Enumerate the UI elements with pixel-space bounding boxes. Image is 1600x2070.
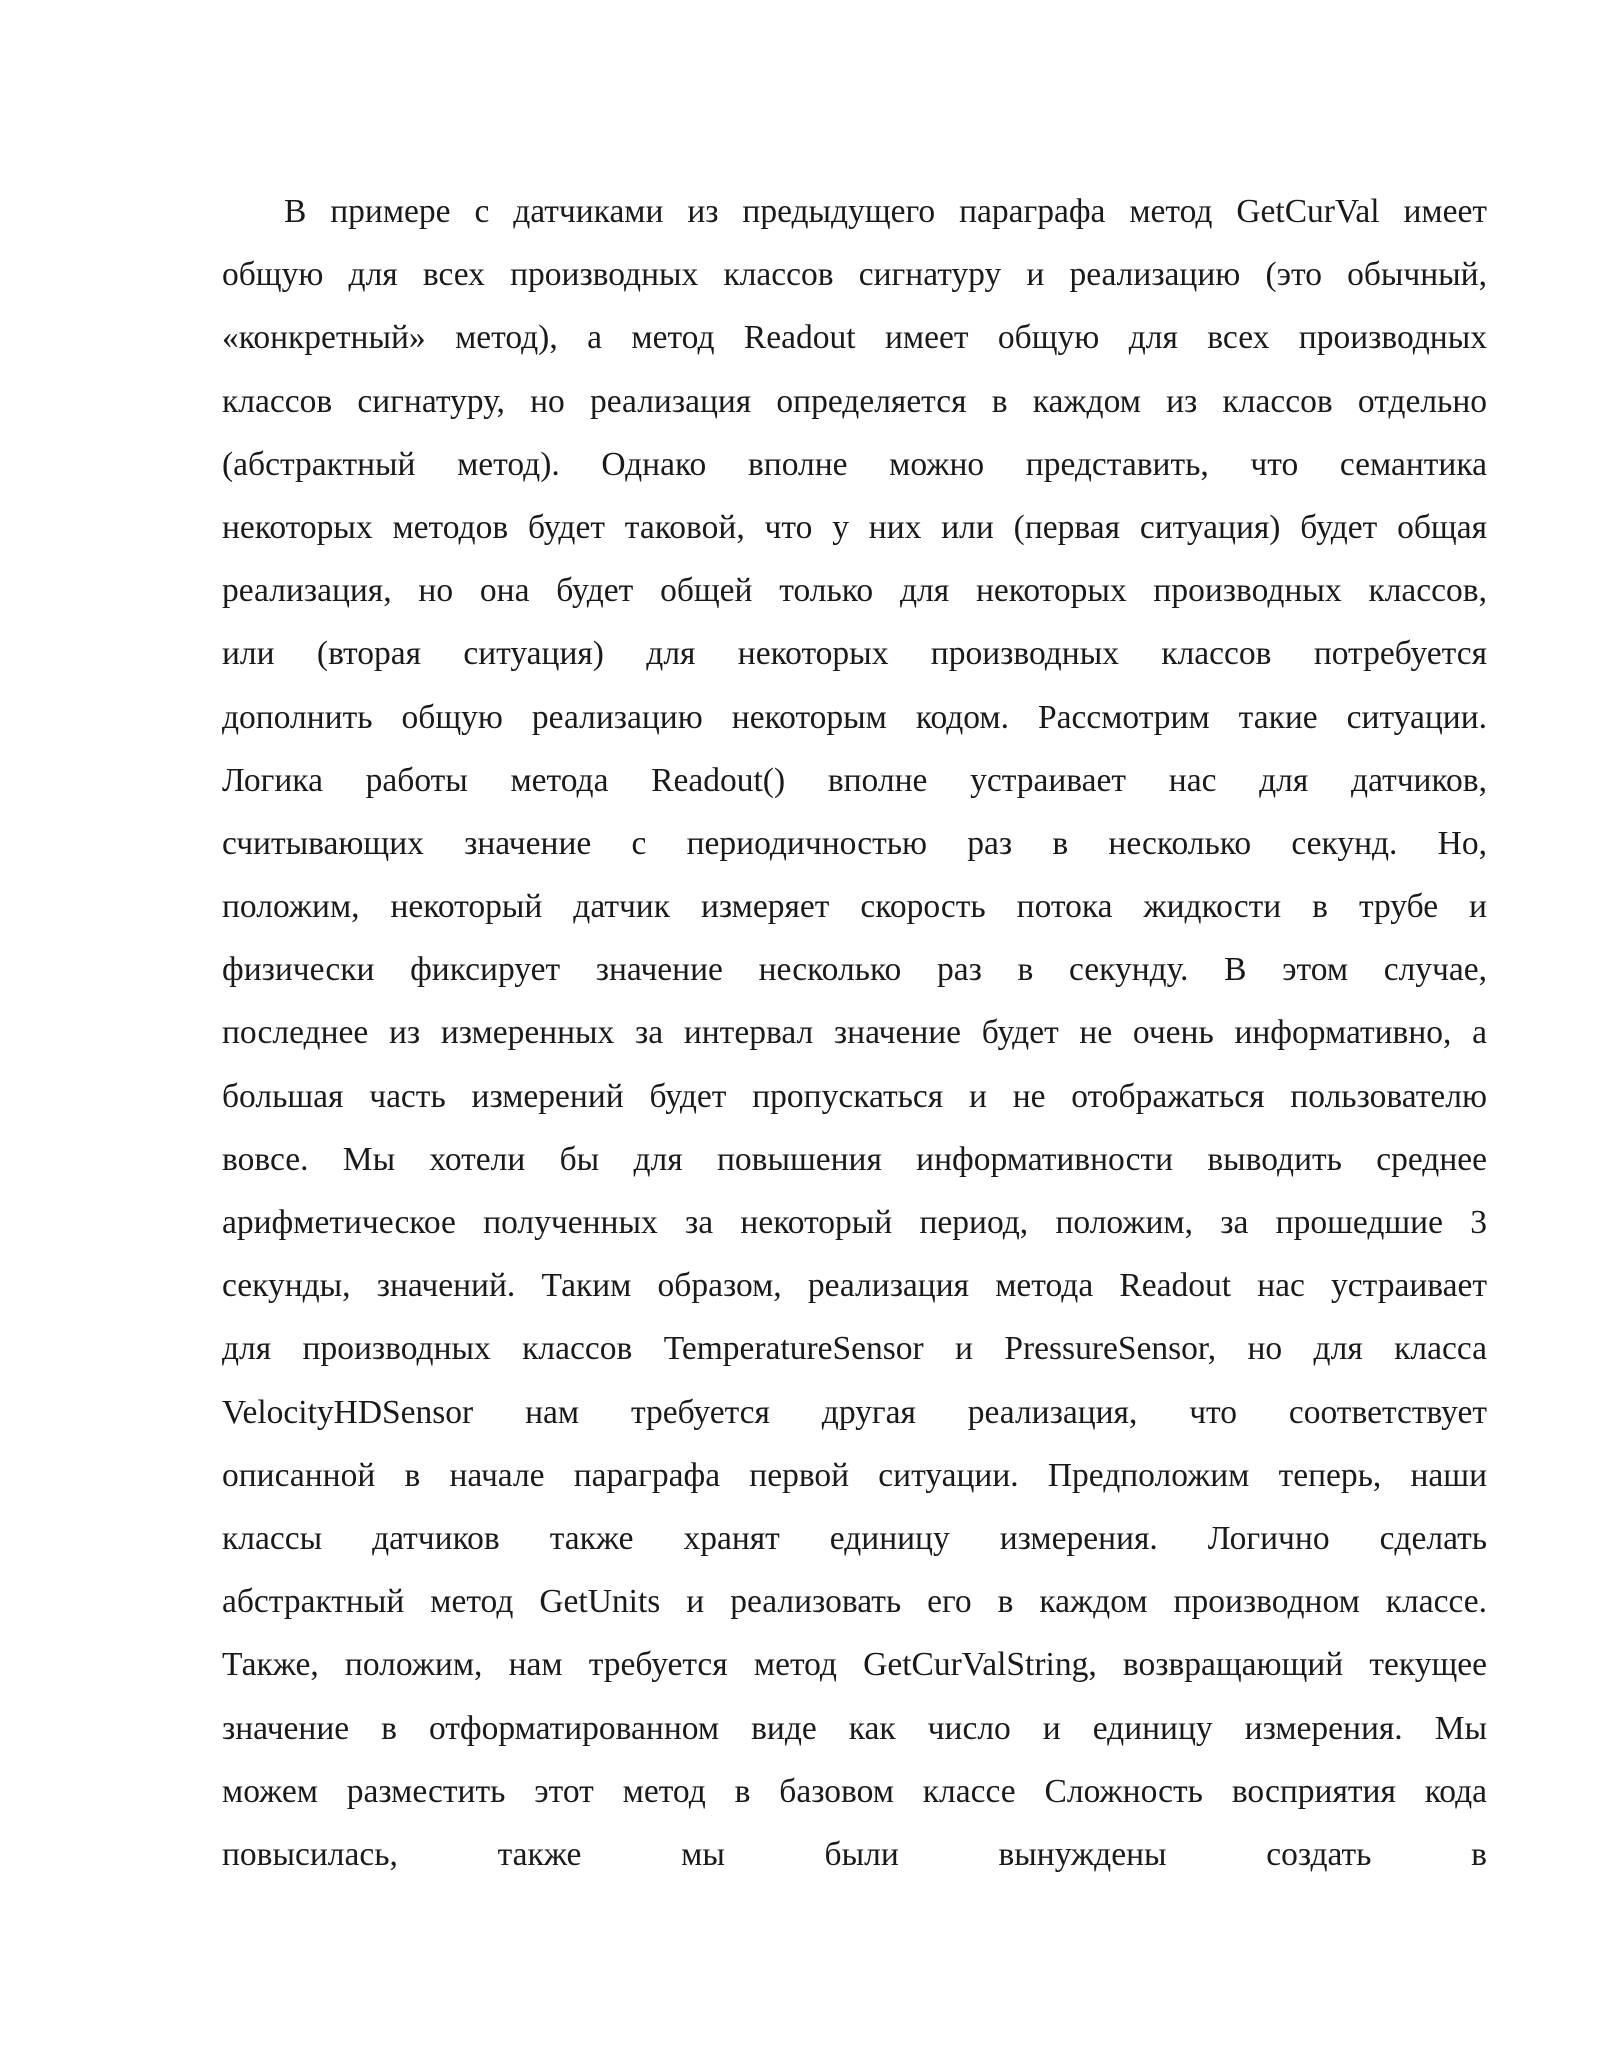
paragraph-line: секунды, значений. Таким образом, реализация метода Readout нас устраивает (222, 1267, 1487, 1305)
paragraph-line: Также, положим, нам требуется метод GetCurValString, возвращающий текущее (222, 1646, 1487, 1684)
paragraph-line: VelocityHDSensor нам требуется другая реализация, что соответствует (222, 1393, 1487, 1431)
paragraph-line: положим, некоторый датчик измеряет скорость потока жидкости в трубе и (222, 888, 1487, 926)
paragraph-line: для производных классов TemperatureSensor и PressureSensor, но для класса (222, 1330, 1487, 1368)
paragraph-line: повысилась, также мы были вынуждены создать в (222, 1835, 1487, 1873)
paragraph-line: или (вторая ситуация) для некоторых производных классов потребуется (222, 635, 1487, 673)
paragraph-line: можем разместить этот метод в базовом классе Сложность восприятия кода (222, 1772, 1487, 1810)
paragraph-line: считывающих значение с периодичностью раз в несколько секунд. Но, (222, 824, 1487, 862)
paragraph-line: классов сигнатуру, но реализация определяется в каждом из классов отдельно (222, 382, 1487, 420)
paragraph-line: большая часть измерений будет пропускаться и не отображаться пользователю (222, 1077, 1487, 1115)
paragraph-line: последнее из измеренных за интервал значение будет не очень информативно, а (222, 1014, 1487, 1052)
paragraph-line: некоторых методов будет таковой, что у них или (первая ситуация) будет общая (222, 508, 1487, 546)
paragraph-line: Логика работы метода Readout() вполне устраивает нас для датчиков, (222, 761, 1487, 799)
paragraph-line: абстрактный метод GetUnits и реализовать его в каждом производном классе. (222, 1583, 1487, 1621)
paragraph-line: вовсе. Мы хотели бы для повышения информативности выводить среднее (222, 1140, 1487, 1178)
paragraph-line: (абстрактный метод). Однако вполне можно представить, что семантика (222, 445, 1487, 483)
body-paragraph (222, 186, 1487, 1892)
paragraph-line: реализация, но она будет общей только для некоторых производных классов, (222, 572, 1487, 610)
paragraph-line: общую для всех производных классов сигнатуру и реализацию (это обычный, (222, 256, 1487, 294)
paragraph-line: описанной в начале параграфа первой ситуации. Предположим теперь, наши (222, 1456, 1487, 1494)
paragraph-line: дополнить общую реализацию некоторым кодом. Рассмотрим такие ситуации. (222, 698, 1487, 736)
paragraph-line: арифметическое полученных за некоторый период, положим, за прошедшие 3 (222, 1204, 1487, 1241)
paragraph-line: классы датчиков также хранят единицу измерения. Логично сделать (222, 1519, 1487, 1557)
paragraph-line: В примере с датчиками из предыдущего параграфа метод GetCurVal имеет (284, 193, 1487, 230)
paragraph-line: физически фиксирует значение несколько раз в секунду. В этом случае, (222, 951, 1487, 989)
paragraph-line: значение в отформатированном виде как число и единицу измерения. Мы (222, 1709, 1487, 1747)
paragraph-line: «конкретный» метод), а метод Readout имеет общую для всех производных (222, 319, 1487, 357)
